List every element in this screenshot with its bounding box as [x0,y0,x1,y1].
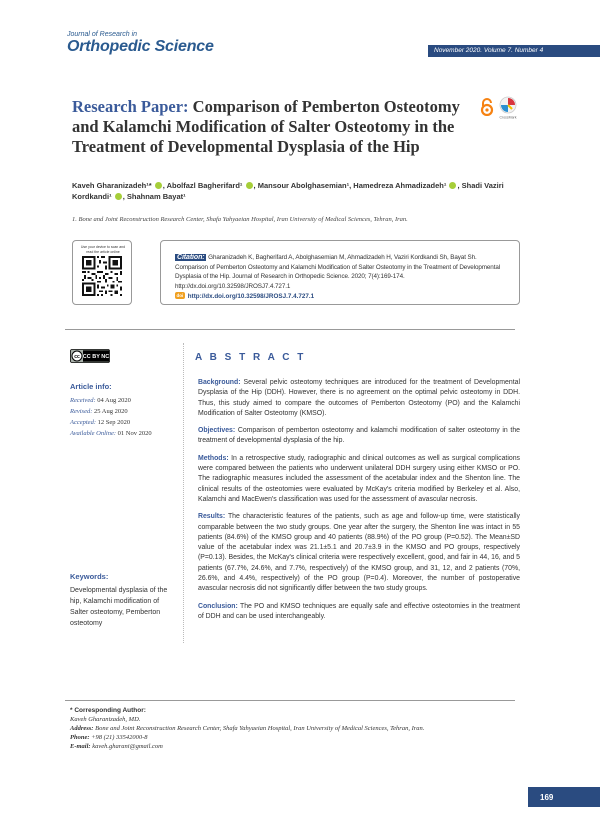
email-link[interactable]: kaveh.gharani@gmail.com [92,743,163,750]
abstract-section [198,512,520,594]
corresponding-heading: * Corresponding Author: [70,707,146,714]
date-value: 12 Sep 2020 [97,419,131,426]
date-label: Accepted: [70,419,96,426]
abstract-heading: A B S T R A C T [195,352,306,363]
abstract-body [198,378,520,629]
article-dates [70,395,152,439]
paper-title-text: Comparison of Pemberton Osteotomy and Kalamchi Modification of Salter Osteotomy in the Treatment of Developmental Dysplasia of the Hip [72,97,460,156]
issue-text: November 2020. Volume 7. Number 4 [434,47,544,54]
keywords-text: Developmental dysplasia of the hip, Kalamchi modification of Salter osteotomy, Pemberton osteotomy [70,587,168,627]
doi-link[interactable]: http://dx.doi.org/10.32598/JROSJ.7.4.727.1 [187,293,315,300]
date-value: 25 Aug 2020 [94,408,128,415]
issue-bar [428,45,600,57]
email-label: E-mail: [70,743,91,750]
date-value: 01 Nov 2020 [117,430,152,437]
orcid-icon[interactable] [449,182,456,189]
abstract-section [198,378,520,419]
corresponding-address-row [70,724,424,733]
orcid-icon[interactable] [155,182,162,189]
doi-line [175,292,511,300]
paper-title [72,97,472,157]
citation-text: Gharanizadeh K, Bagherifard A, Abolghasemian M, Ahmadizadeh H, Vaziri Kordkandi Sh, Bayat Sh. Comparison of Pemberton Osteotomy and Kalamchi Modification of Salter Osteotomy in the Treatment of Developmental Dysplasia of the Hip. Journal of Research in Orthopedic Science. 2020; 7(4):169-174. http://dx.doi.org/10.32598/JROSJ7.4.727.1 [175,254,501,290]
abstract-section-text: The characteristic features of the patients, such as age and follow-up time, were statistically comparable between the two study groups. One year after the surgery, the Shenton line was intact in 55 patients (84.6%) of the KMSO group and 40 patients (88.9%) of the PO group (P=0.52). The Mean±SD value of the acetabular index was 21.1±5.1 and 20.7±3.9 in the KMSO and PO groups, respectively (P=0.13). Besides, the McKay's clinical criteria were respectively excellent, good, and fair in 44, 16, and 5 patients (67.7%, 24.6%, and 7.7%, respectively) of the KMSO group, and 31, 12, and 2 patients (70%, 26.6%, and 4.4%, respectively) of the PO group (P=0.4). Moreover, the number of postoperative avascular necrosis did not significantly differ between the two study groups. [198,513,520,593]
paper-type-label: Research Paper: [72,97,189,116]
corresponding-author [70,706,424,751]
phone-text: +98 (21) 33542000-8 [91,734,148,741]
abstract-section [198,426,520,447]
phone-label: Phone: [70,734,90,741]
date-label: Revised: [70,408,93,415]
journal-name: Orthopedic Science [67,38,214,55]
date-row [70,417,152,428]
citation [175,253,511,291]
corresponding-name: Kaveh Gharanizadeh, MD. [70,716,141,723]
abstract-section-text: Comparison of pemberton osteotomy and kalamchi modification of salter osteotomy in the treatment of developmental dysplasia of the hip. [198,427,520,445]
crossmark-label: CrossMark [499,115,517,120]
address-label: Address: [70,725,94,732]
orcid-icon[interactable] [246,182,253,189]
author[interactable]: Abolfazl Bagherifard¹ [166,181,243,190]
keywords-title: Keywords: [70,572,109,581]
divider [65,700,515,701]
abstract-section-head: Background: [198,379,241,386]
qr-code-icon[interactable] [82,256,122,296]
title-badges [480,96,520,120]
cc-license-icon[interactable] [70,349,110,363]
author[interactable]: Shadi Vaziri Kordkandi¹ [72,181,504,201]
address-text: Bone and Joint Reconstruction Research Center, Shafa Yahyaeian Hospital, Iran University of Medical Sciences, Tehran, Iran. [95,725,425,732]
page-number: 169 [528,787,600,807]
abstract-section-text: The PO and KMSO techniques are equally safe and effective osteotomies in the treatment of DDH and can be used interchangeably. [198,602,520,620]
abstract-section-text: In a retrospective study, radiographic and clinical outcomes as well as surgical complications were compared between the patients who underwent unilateral DDH surgery using either KMSO or PO. The radiographic measures included the assessment of the acetabular index and the Shenton line. The clinical results of the osteotomies were evaluated by McKay's criteria modified by Berkeley et al. Also, Kalamchi and MacEwen's classification was used for the assessment of avascular necrosis. [198,454,520,503]
crossmark-icon[interactable] [497,96,519,120]
open-access-icon[interactable] [480,98,494,116]
qr-box[interactable] [72,240,132,305]
date-label: Received: [70,397,96,404]
corresponding-phone-row [70,733,424,742]
svg-text:cc: cc [74,354,80,360]
abstract-section-head: Results: [198,513,226,521]
abstract-section-text: Several pelvic osteotomy techniques are introduced for the treatment of Developmental Dysplasia of the Hip (DDH). However, there is no agreement on the optimal pelvic osteotomy in DDH. Thus, this study aimed to compare the outcomes of Pemberton Osteotomy (PO) and the Kalamchi Modification of Salter Osteotomy (KMSO). [198,379,520,417]
qr-caption: Use your device to scan and read the article online [80,245,126,254]
article-info-title: Article info: [70,382,112,391]
date-row [70,406,152,417]
date-row [70,395,152,406]
journal-prefix: Journal of Research in [67,31,138,38]
column-divider [183,343,184,643]
affiliation: 1. Bone and Joint Reconstruction Research Center, Shafa Yahyaeian Hospital, Iran University of Medical Sciences, Tehran, Iran. [72,216,408,223]
date-label: Available Online: [70,430,117,437]
author-list: Kaveh Gharanizadeh¹* , Abolfazl Bagherifard¹ , Mansour Abolghasemian¹, Hamedreza Ahmadizadeh¹ , Shadi Vaziri Kordkandi¹ , Shahnam Bayat¹ [72,181,504,201]
orcid-icon[interactable] [115,193,122,200]
cc-license-text: CC BY NC [82,354,110,361]
divider [65,329,515,330]
date-row [70,428,152,439]
corresponding-email-row [70,742,424,751]
citation-box [160,240,520,305]
abstract-section-head: Methods: [198,454,229,462]
citation-label: Citation: [177,254,205,261]
abstract-section-head: Objectives: [198,427,236,435]
author[interactable]: Hamedreza Ahmadizadeh¹ [353,181,447,190]
doi-icon: doi [176,293,184,298]
abstract-section [198,602,520,623]
date-value: 04 Aug 2020 [97,397,131,404]
author[interactable]: Mansour Abolghasemian¹ [257,181,350,190]
abstract-section-head: Conclusion: [198,602,238,610]
author[interactable]: Shahnam Bayat¹ [126,192,186,201]
abstract-section [198,454,520,505]
author[interactable]: Kaveh Gharanizadeh¹* [72,181,152,190]
